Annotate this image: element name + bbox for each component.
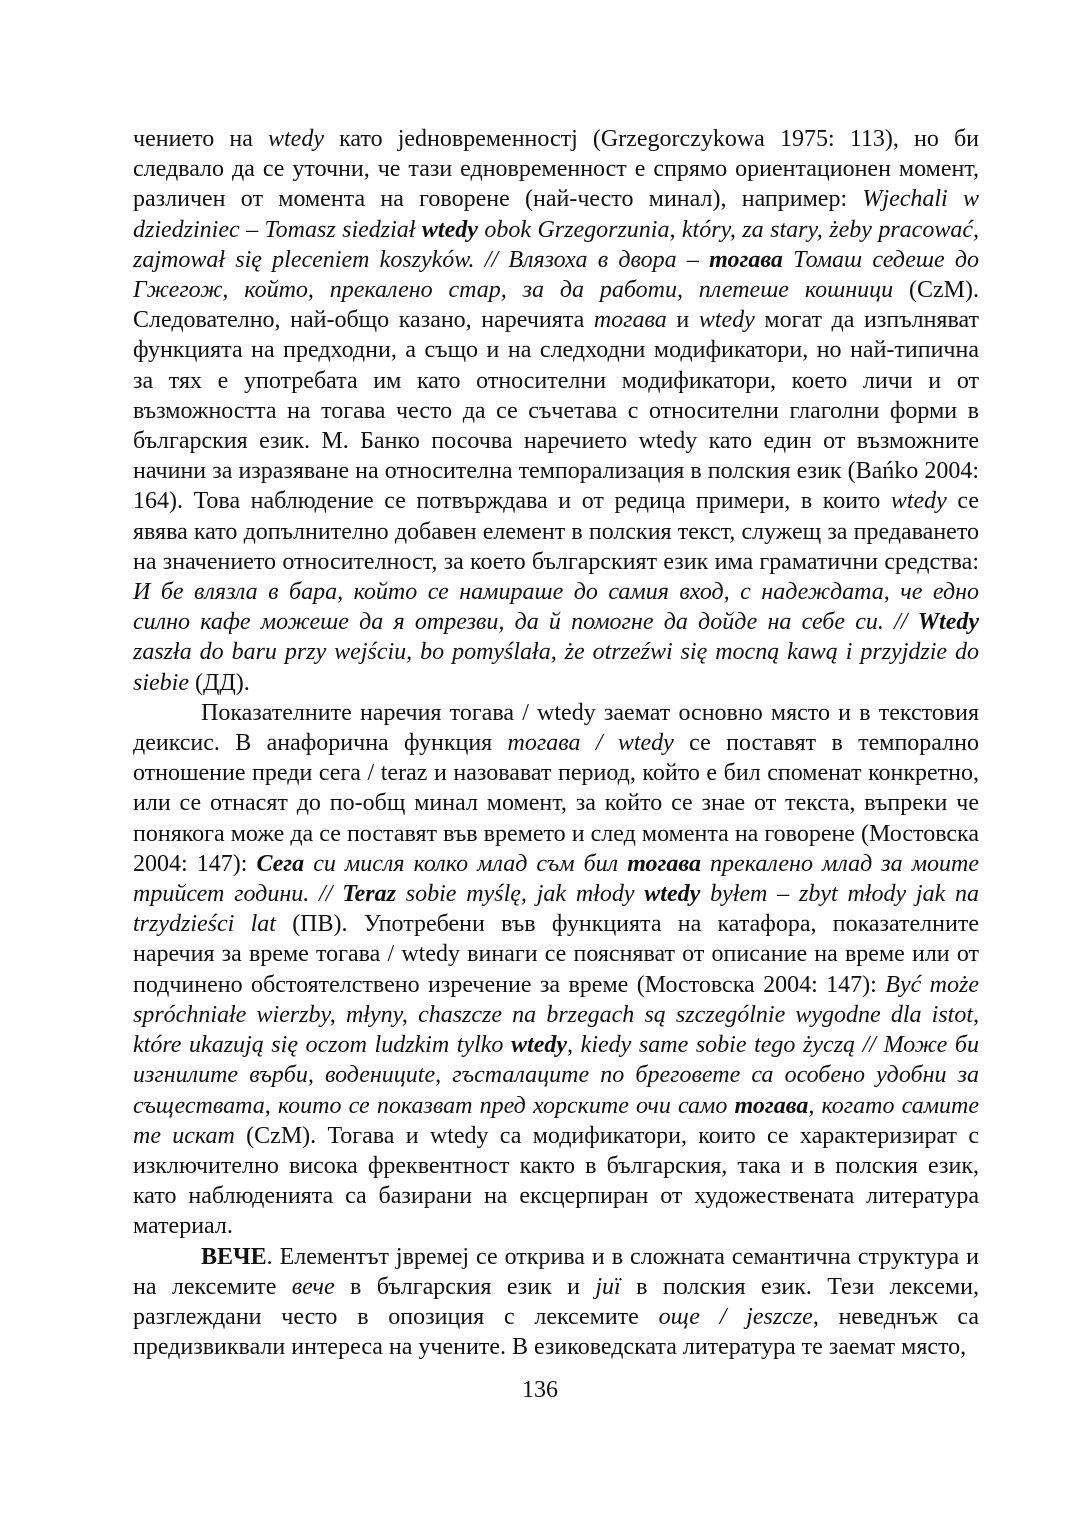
text-run: Wjechali w dziedziniec – Tomasz siedział (133, 186, 979, 243)
text-run: се явява като допълнително добавен елемент в полския текст, служещ за предаването на значението относителност, за което българският език има граматични средства: (133, 488, 979, 575)
text-run: sobie myślę, jak młody (395, 881, 645, 908)
text-run: тогава (734, 1092, 809, 1119)
text-run: juї (595, 1273, 621, 1300)
text-run: wtedy (644, 881, 701, 908)
text-run: прекалено млад за моите трийсет години. // (133, 850, 980, 908)
text-run: (CzM). Тогава и wtedy са модификатори, които се характеризират с изключително висока фреквентност както в българския, така и в полския език, като наблюденията са базирани на ексцерпиран от художествената литература материал. (133, 1122, 979, 1240)
text-run: wtedy (267, 126, 324, 152)
text-run: (ДД). (188, 669, 250, 696)
text-run: zaszła do baru przy wejściu, bo pomyślała, że otrzeźwi się mocną kawą i przyjdzie do siebie (133, 639, 979, 696)
text-run: , kiedy same sobie tego życzą // Може би изгнилите върби, воденициte, гъсталаците по бреговете са особено удобни за съществата, които се показват пред хорските очи само (133, 1032, 979, 1119)
text-run: (ПВ). Употребени във функцията на катафора, показателните наречия за време тогава / wtedy винаги се поясняват от описание на време или от подчинено обстоятелствено изречение за време (Мостовска 2004: 147): (133, 911, 979, 998)
text-run: Teraz (342, 881, 396, 908)
text-run: вече (291, 1273, 335, 1300)
paragraph-1 (133, 124, 979, 698)
paragraph-2 (133, 698, 979, 1242)
text-run: тогава (627, 850, 701, 877)
text-run: в полския език. Тези лексеми, разглеждани често в опозиция с лексемите (133, 1273, 980, 1330)
text-run: чението на (133, 126, 268, 152)
text-run: . Елементът јвремеј се открива и в сложната семантична структура и на лексемите (133, 1243, 979, 1300)
text-run: като јedновременностј (Grzegorczykowa 1975: 113), но би следвало да се уточни, че тази едновременност е спрямо ориентационен момент, различен от момента на говорене (най-често минал), например: (133, 126, 979, 213)
text-run: wtedy (511, 1032, 568, 1059)
page-number: 136 (522, 1377, 558, 1403)
text-run: byłem – zbyt młody jak na trzydzieści lat (133, 881, 980, 938)
text-run: тогава (593, 307, 667, 334)
text-run: тогава / wtedy (507, 730, 674, 757)
text-run: wtedy (421, 216, 478, 243)
text-run: Wtedy (917, 609, 979, 636)
text-run: си мисля колко млад съм бил (304, 850, 628, 877)
text-run: ВЕЧЕ (201, 1243, 267, 1270)
text-run: в българския език и (334, 1273, 596, 1300)
page-body (133, 124, 979, 1362)
text-run: Томаш седеше до Гжегож, който, прекалено стар, за да работи, плетеше кошници (133, 246, 980, 304)
text-run: (CzM). Следователно, най-общо казано, наречията (133, 277, 979, 334)
paragraph-3 (133, 1242, 979, 1363)
text-run: wtedy (890, 488, 947, 515)
text-run: wtedy (698, 307, 755, 334)
text-run: , когато самите те искат (133, 1092, 979, 1149)
text-run: и (666, 307, 699, 334)
text-run: Показателните наречия тогава / wtedy заемат основно място и в текстовия деиксис. В анафорична функция (133, 699, 979, 757)
text-run: Сега (256, 850, 305, 877)
text-run: могат да изпълняват функцията на предходни, а също и на следходни модификатори, но най-типична за тях е употребата им като относителни модификатори, което личи и от възможността на тогава често да се съчетава с относителни глаголни форми в българския език. М. Банко посочва наречието wtedy като един от възможните начини за изразяване на относителна темпорализация в полския език (Bańko 2004: 164). Това наблюдение се потвърждава и от редица примери, в които (133, 307, 979, 515)
text-run: И бе влязла в бара, който се намираше до самия вход, с надеждата, че едно силно кафе можеше да я отрезви, да й помогне да дойде на себе си. // (133, 579, 979, 636)
text-run: Być może spróchniałe wierzby, młyny, chaszcze na brzegach są szczególnie wygodne dla istot, które ukazują się oczom ludzkim tylko (133, 971, 979, 1059)
text-run: obok Grzegorzunia, który, za stary, żeby pracować, zajmował się pleceniem koszyków. // Влязоха в двора – (133, 216, 979, 273)
text-run: още / jeszcze (658, 1303, 813, 1330)
text-run: тогава (709, 246, 783, 273)
text-run: , неведнъж са предизвиквали интереса на учените. В езиковедската литература те заемат място, (133, 1303, 980, 1361)
text-run: се поставят в темпорално отношение преди сега / teraz и назовават период, който е бил споменат конкретно, или се отнасят до по-общ минал момент, за който се знае от текста, въпреки че понякога може да се поставят във времето и след момента на говорене (Мостовска 2004: 147): (133, 730, 979, 877)
